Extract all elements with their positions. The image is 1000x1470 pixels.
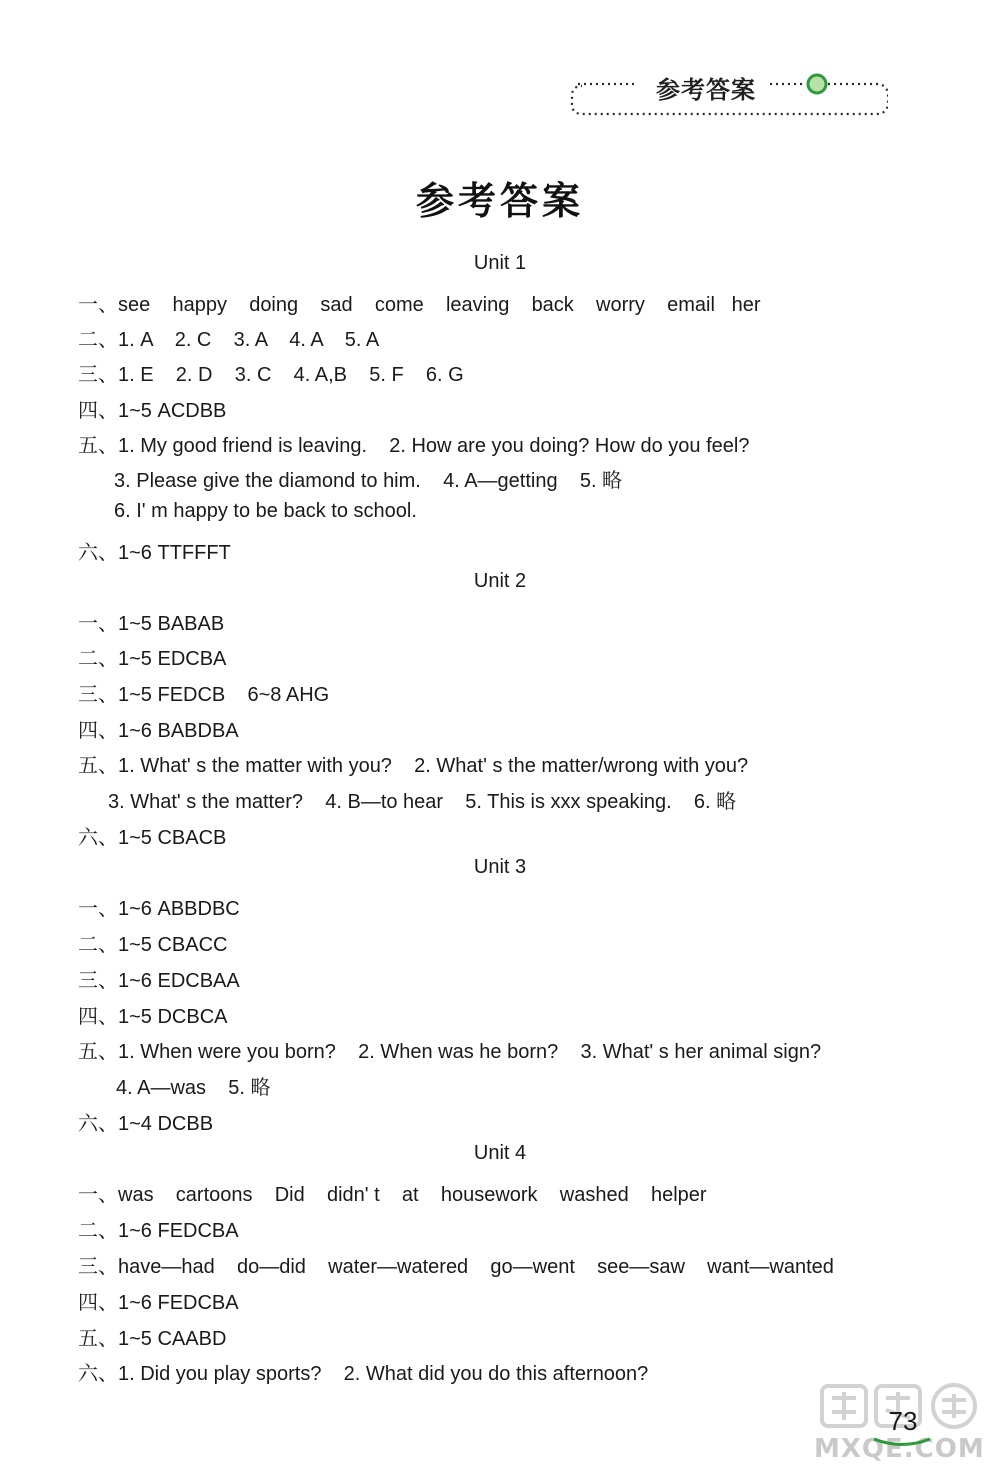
answer-line: 三、1. E 2. D 3. C 4. A,B 5. F 6. G [78, 364, 464, 386]
answer-line: 五、1~5 CAABD [78, 1328, 227, 1350]
page-title: 参考答案 [415, 178, 584, 223]
answer-line: 3. Please give the diamond to him. 4. A—getting 5. 略 [114, 470, 623, 492]
page-number-swoosh-icon [872, 1436, 932, 1448]
answer-line: 六、1. Did you play sports? 2. What did you do this afternoon? [78, 1363, 649, 1385]
answer-line: 二、1~6 FEDCBA [78, 1220, 239, 1242]
header-tag-text: 参考答案 [650, 70, 762, 105]
unit-title: Unit 2 [473, 570, 527, 592]
answer-line: 一、1~6 ABBDBC [78, 898, 240, 920]
unit-title: Unit 1 [473, 252, 527, 274]
answer-line: 二、1. A 2. C 3. A 4. A 5. A [78, 329, 380, 351]
answer-line: 六、1~6 TTFFFT [78, 542, 231, 564]
answer-line: 四、1~6 BABDBA [78, 720, 239, 742]
answer-line: 二、1~5 CBACC [78, 934, 228, 956]
answer-line: 一、see happy doing sad come leaving back worry email her [78, 294, 761, 316]
answer-line: 五、1. My good friend is leaving. 2. How are you doing? How do you feel? [78, 435, 750, 457]
unit-title: Unit 3 [473, 856, 527, 878]
answer-line: 6. I' m happy to be back to school. [114, 500, 417, 522]
page-number: 73 [888, 1406, 918, 1436]
answer-line: 三、have—had do—did water—watered go—went see—saw want—wanted [78, 1256, 834, 1278]
answer-line: 4. A—was 5. 略 [116, 1077, 271, 1099]
answer-line: 六、1~5 CBACB [78, 827, 227, 849]
answer-line: 三、1~5 FEDCB 6~8 AHG [78, 684, 330, 706]
answer-line: 二、1~5 EDCBA [78, 648, 227, 670]
header-tag [570, 68, 888, 114]
answer-line: 四、1~6 FEDCBA [78, 1292, 239, 1314]
answer-line: 3. What' s the matter? 4. B—to hear 5. This is xxx speaking. 6. 略 [108, 791, 737, 813]
watermark-url: MXQE.COM [814, 1434, 985, 1464]
answer-line: 三、1~6 EDCBAA [78, 970, 240, 992]
answer-line: 一、1~5 BABAB [78, 613, 225, 635]
unit-title: Unit 4 [473, 1142, 527, 1164]
answer-line: 五、1. What' s the matter with you? 2. What' s the matter/wrong with you? [78, 755, 749, 777]
answer-line: 四、1~5 ACDBB [78, 400, 227, 422]
answer-line: 四、1~5 DCBCA [78, 1006, 228, 1028]
answer-line: 六、1~4 DCBB [78, 1113, 214, 1135]
answer-line: 一、was cartoons Did didn' t at housework washed helper [78, 1184, 707, 1206]
answer-line: 五、1. When were you born? 2. When was he born? 3. What' s her animal sign? [78, 1041, 822, 1063]
